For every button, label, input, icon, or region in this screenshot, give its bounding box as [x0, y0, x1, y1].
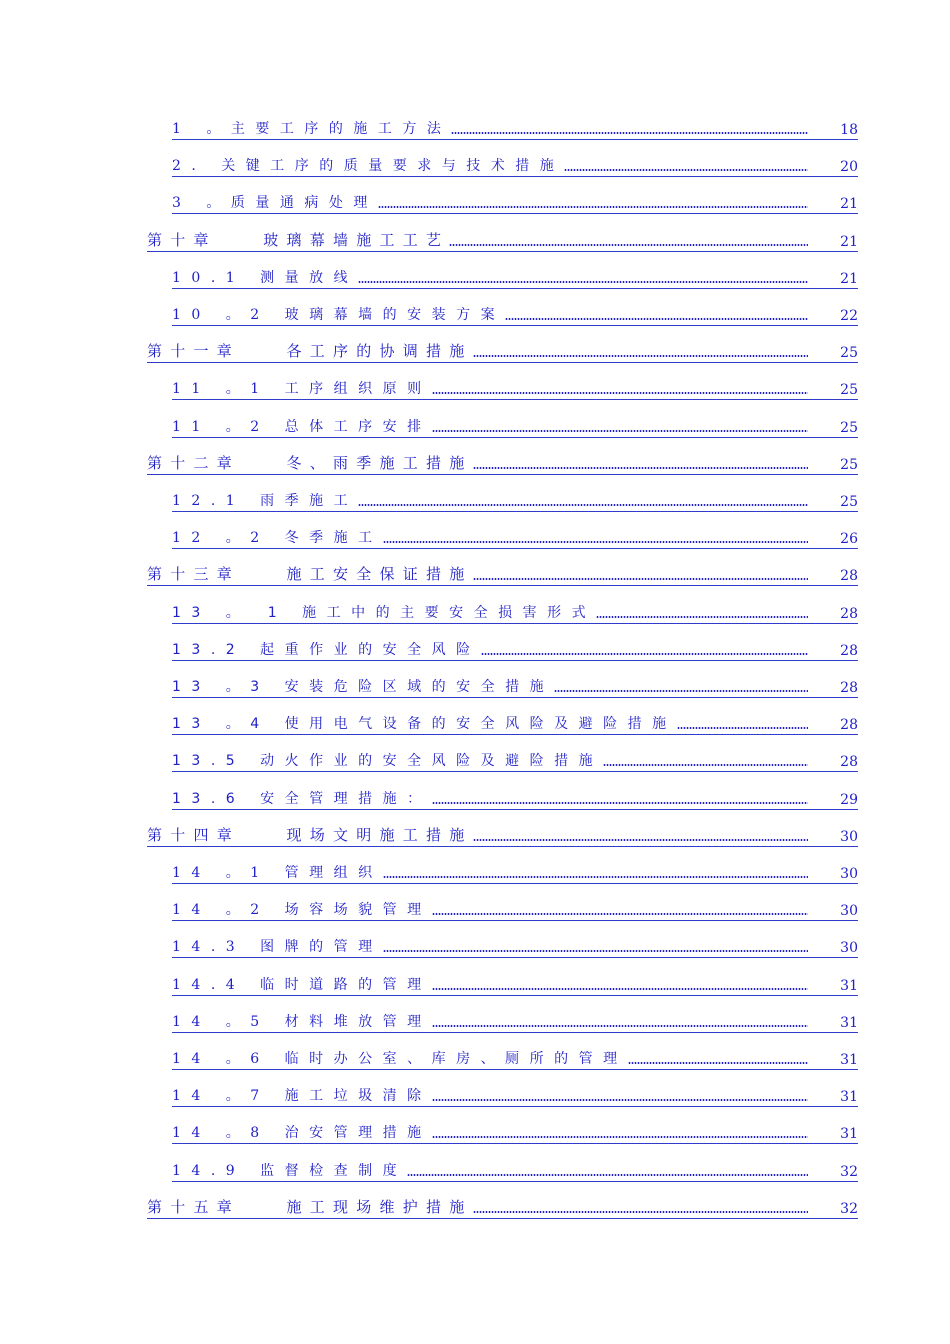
- toc-page-number: 28: [840, 717, 858, 733]
- toc-section-entry[interactable]: [172, 190, 858, 214]
- toc-entry-title: 3 。质量通病处理: [172, 195, 378, 211]
- toc-page-number: 30: [840, 829, 858, 845]
- toc-entry-title: 13.6 安全管理措施：: [172, 791, 432, 807]
- toc-dot-leader: [432, 1022, 808, 1028]
- toc-entry-title: 14 。5 材料堆放管理: [172, 1014, 432, 1030]
- toc-entry-title: 10 。2 玻璃幕墙的安装方案: [172, 307, 506, 323]
- toc-dot-leader: [383, 873, 808, 879]
- toc-chapter-entry[interactable]: [147, 823, 858, 847]
- toc-entry-title: 13.5 动火作业的安全风险及避险措施: [172, 753, 604, 769]
- toc-dot-leader: [473, 464, 808, 470]
- toc-section-entry[interactable]: [172, 934, 858, 958]
- toc-section-entry[interactable]: [172, 153, 858, 177]
- toc-section-entry[interactable]: [172, 637, 858, 661]
- toc-dot-leader: [358, 501, 808, 507]
- toc-page-number: 28: [840, 754, 858, 770]
- toc-page-number: 25: [840, 494, 858, 510]
- toc-entry-title: 12.1 雨季施工: [172, 493, 359, 509]
- toc-section-entry[interactable]: [172, 1009, 858, 1033]
- toc-entry-title: 14 。6 临时办公室、库房、厕所的管理: [172, 1051, 628, 1067]
- toc-entry-title: 1 。主要工序的施工方法: [172, 121, 452, 137]
- toc-section-entry[interactable]: [172, 711, 858, 735]
- toc-dot-leader: [449, 241, 808, 247]
- toc-section-entry[interactable]: [172, 116, 858, 140]
- toc-page-number: 28: [840, 643, 858, 659]
- toc-dot-leader: [628, 1059, 808, 1065]
- toc-entry-title: 2. 关键工序的质量要求与技术措施: [172, 158, 565, 174]
- toc-entry-title: 11 。1 工序组织原则: [172, 381, 432, 397]
- toc-page-number: 21: [840, 271, 858, 287]
- toc-section-entry[interactable]: [172, 1120, 858, 1144]
- toc-dot-leader: [407, 1171, 808, 1177]
- toc-page-number: 28: [840, 680, 858, 696]
- toc-entry-title: 14 。8 治安管理措施: [172, 1125, 432, 1141]
- toc-entry-title: 14.9 监督检查制度: [172, 1163, 408, 1179]
- toc-dot-leader: [564, 166, 808, 172]
- toc-section-entry[interactable]: [172, 302, 858, 326]
- toc-dot-leader: [473, 575, 808, 581]
- toc-entry-title: 14 。7 施工垃圾清除: [172, 1088, 432, 1104]
- toc-section-entry[interactable]: [172, 525, 858, 549]
- toc-section-entry[interactable]: [172, 414, 858, 438]
- toc-entry-title: 13.2 起重作业的安全风险: [172, 642, 481, 658]
- toc-section-entry[interactable]: [172, 1158, 858, 1182]
- toc-section-entry[interactable]: [172, 748, 858, 772]
- toc-entry-title: 14 。2 场容场貌管理: [172, 902, 432, 918]
- toc-page-number: 30: [840, 903, 858, 919]
- toc-entry-title: 13 。4 使用电气设备的安全风险及避险措施: [172, 716, 677, 732]
- toc-dot-leader: [481, 650, 808, 656]
- toc-chapter-entry[interactable]: [147, 1195, 858, 1219]
- toc-dot-leader: [451, 129, 808, 135]
- toc-entry-title: 14 。1 管理组织: [172, 865, 383, 881]
- toc-entry-title: 12 。2 冬季施工: [172, 530, 383, 546]
- toc-dot-leader: [677, 724, 808, 730]
- toc-entry-title: 11 。2 总体工序安排: [172, 419, 432, 435]
- toc-section-entry[interactable]: [172, 972, 858, 996]
- toc-dot-leader: [432, 985, 808, 991]
- toc-chapter-entry[interactable]: [147, 562, 858, 586]
- toc-dot-leader: [473, 352, 808, 358]
- toc-section-entry[interactable]: [172, 897, 858, 921]
- toc-dot-leader: [473, 836, 808, 842]
- toc-entry-title: 第十三章 施工安全保证措施: [147, 565, 473, 583]
- toc-section-entry[interactable]: [172, 786, 858, 810]
- toc-dot-leader: [432, 799, 808, 805]
- toc-section-entry[interactable]: [172, 1046, 858, 1070]
- toc-entry-title: 第十章 玻璃幕墙施工工艺: [147, 231, 450, 249]
- toc-section-entry[interactable]: [172, 376, 858, 400]
- toc-page-number: 31: [840, 1089, 858, 1105]
- toc-page-number: 30: [840, 866, 858, 882]
- toc-page-number: 31: [840, 1052, 858, 1068]
- toc-page-number: 26: [840, 531, 858, 547]
- toc-page-number: 29: [840, 792, 858, 808]
- toc-dot-leader: [432, 1096, 808, 1102]
- toc-page-number: 20: [840, 159, 858, 175]
- toc-page-number: 31: [840, 978, 858, 994]
- toc-dot-leader: [505, 315, 808, 321]
- toc-dot-leader: [378, 203, 808, 209]
- toc-page-number: 25: [840, 457, 858, 473]
- toc-dot-leader: [596, 613, 808, 619]
- toc-section-entry[interactable]: [172, 600, 858, 624]
- toc-section-entry[interactable]: [172, 674, 858, 698]
- toc-entry-title: 13 。 1 施工中的主要安全损害形式: [172, 605, 597, 621]
- toc-entry-title: 14.4 临时道路的管理: [172, 977, 432, 993]
- toc-page-number: 18: [840, 122, 858, 138]
- toc-dot-leader: [432, 1133, 808, 1139]
- toc-dot-leader: [603, 761, 808, 767]
- toc-page-number: 31: [840, 1126, 858, 1142]
- toc-dot-leader: [432, 427, 808, 433]
- toc-entry-title: 第十一章 各工序的协调措施: [147, 342, 473, 360]
- toc-page-number: 30: [840, 940, 858, 956]
- toc-entry-title: 第十五章 施工现场维护措施: [147, 1198, 473, 1216]
- toc-section-entry[interactable]: [172, 488, 858, 512]
- toc-page-number: 28: [840, 606, 858, 622]
- toc-page-number: 32: [840, 1201, 858, 1217]
- toc-page-number: 25: [840, 345, 858, 361]
- toc-page-number: 25: [840, 382, 858, 398]
- toc-entry-title: 第十二章 冬、雨季施工措施: [147, 454, 473, 472]
- toc-dot-leader: [358, 278, 808, 284]
- toc-entry-title: 10.1 测量放线: [172, 270, 359, 286]
- toc-page-number: 22: [840, 308, 858, 324]
- toc-page-number: 21: [840, 234, 858, 250]
- toc-page-number: 32: [840, 1164, 858, 1180]
- toc-chapter-entry[interactable]: [147, 339, 858, 363]
- toc-page-number: 21: [840, 196, 858, 212]
- toc-dot-leader: [554, 687, 808, 693]
- toc-entry-title: 14.3 图牌的管理: [172, 939, 383, 955]
- toc-dot-leader: [383, 947, 808, 953]
- toc-dot-leader: [383, 538, 808, 544]
- toc-section-entry[interactable]: [172, 265, 858, 289]
- toc-page-number: 28: [840, 568, 858, 584]
- toc-dot-leader: [432, 389, 808, 395]
- toc-entry-title: 13 。3 安装危险区域的安全措施: [172, 679, 555, 695]
- toc-entry-title: 第十四章 现场文明施工措施: [147, 826, 473, 844]
- toc-page-number: 25: [840, 420, 858, 436]
- toc-section-entry[interactable]: [172, 1083, 858, 1107]
- toc-dot-leader: [432, 910, 808, 916]
- toc-dot-leader: [473, 1208, 808, 1214]
- toc-chapter-entry[interactable]: [147, 228, 858, 252]
- toc-chapter-entry[interactable]: [147, 451, 858, 475]
- toc-section-entry[interactable]: [172, 860, 858, 884]
- toc-page-number: 31: [840, 1015, 858, 1031]
